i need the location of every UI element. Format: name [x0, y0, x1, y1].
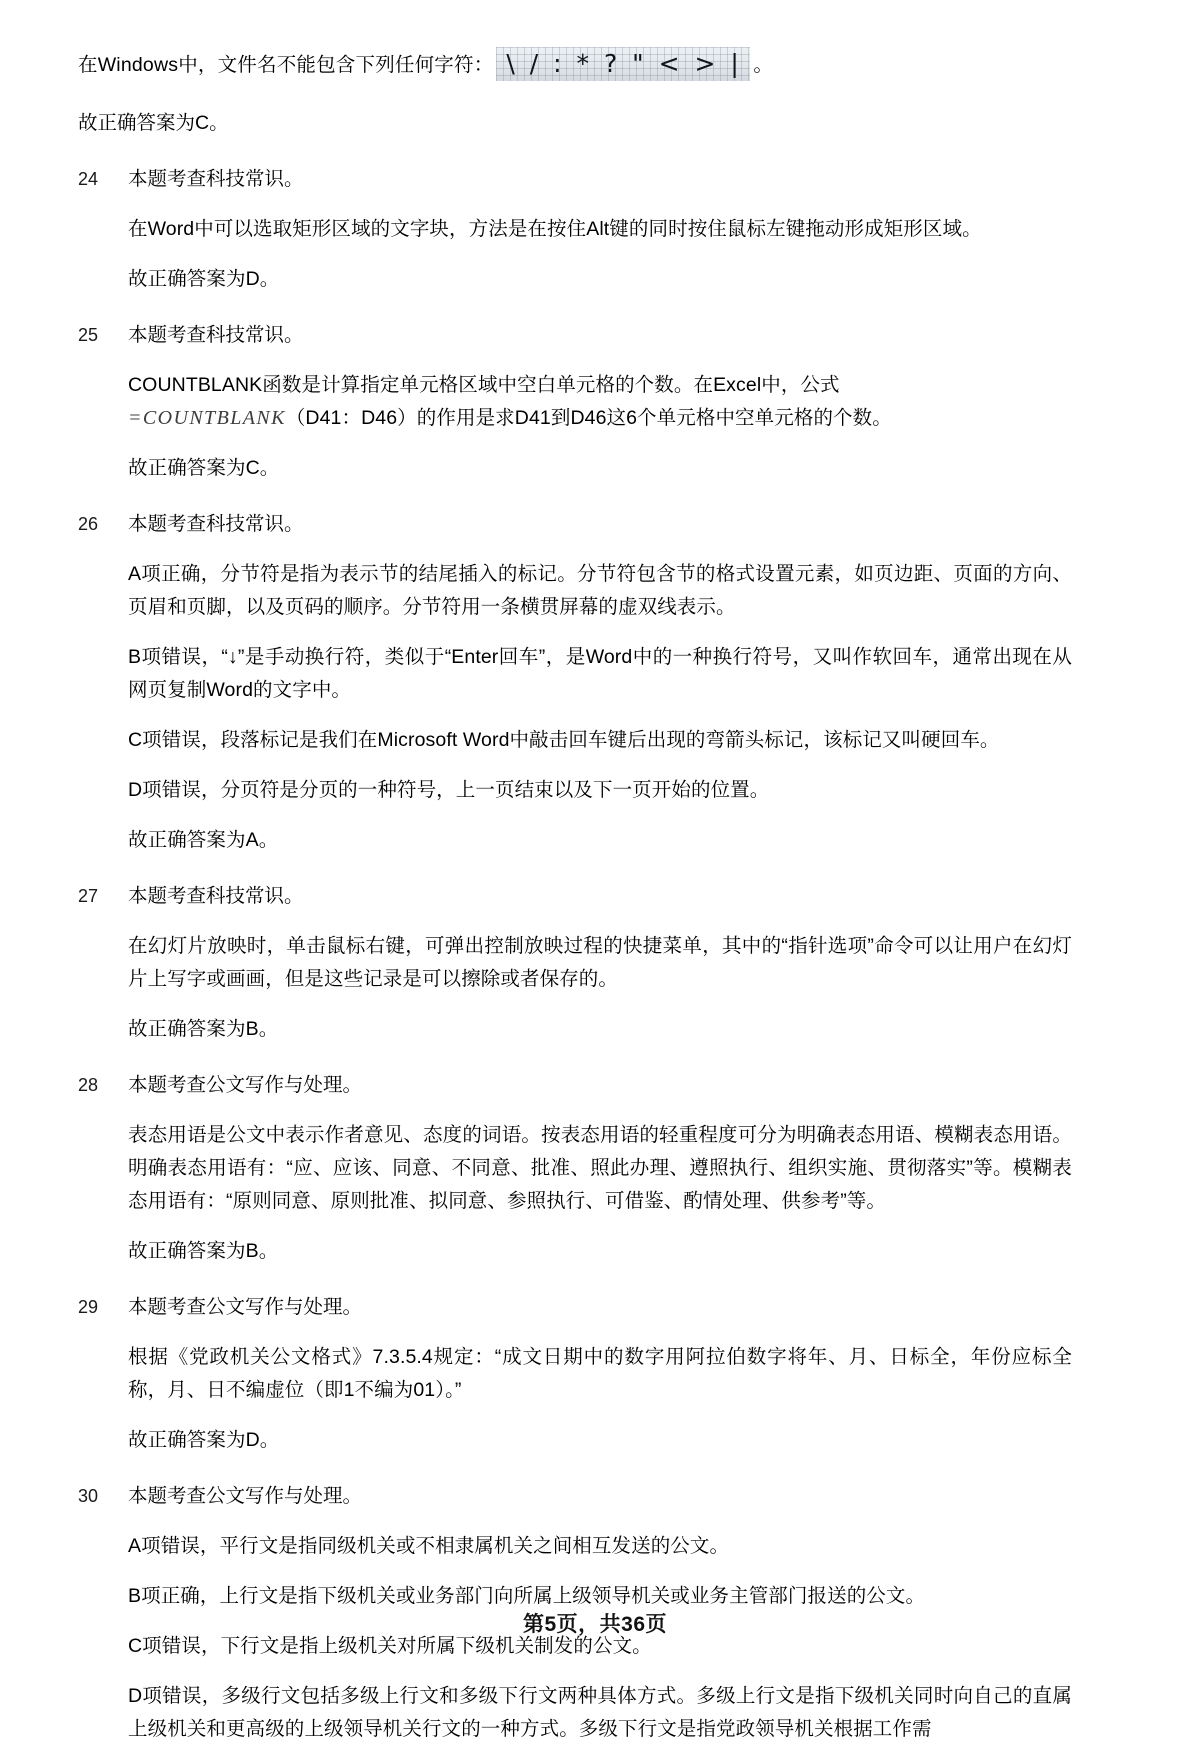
item-answer-line: 故正确答案为D。 — [128, 1429, 280, 1451]
intro-line — [78, 48, 1072, 82]
countblank-description: COUNTBLANK函数是计算指定单元格区域中空白单元格的个数。在Excel中，公式 — [128, 374, 840, 396]
item-paragraph: 在幻灯片放映时，单击鼠标右键，可弹出控制放映过程的快捷菜单，其中的“指针选项”命令可以让用户在幻灯片上写字或画画，但是这些记录是可以擦除或者保存的。 — [128, 935, 1072, 990]
item-paragraph: 根据《党政机关公文格式》7.3.5.4规定：“成文日期中的数字用阿拉伯数字将年、月、日标全，年份应标全称，月、日不编虚位（即1不编为01）。” — [128, 1346, 1072, 1401]
item-option-b: B项错误，“↓”是手动换行符，类似于“Enter回车”，是Word中的一种换行符号，又叫作软回车，通常出现在从网页复制Word的文字中。 — [128, 646, 1072, 701]
item-heading-row — [78, 1480, 1072, 1513]
item-number: 28 — [78, 1075, 99, 1095]
explanation-item — [78, 1291, 1072, 1457]
item-number: 27 — [78, 886, 99, 906]
page-footer: 第5页，共36页 — [522, 1613, 668, 1636]
countblank-range-description: （D41：D46）的作用是求D41到D46这6个单元格中空单元格的个数。 — [285, 407, 892, 429]
item-paragraph: 在Word中可以选取矩形区域的文字块，方法是在按住Alt键的同时按住鼠标左键拖动形成矩形区域。 — [128, 218, 982, 240]
item-option-b: B项正确，上行文是指下级机关或业务部门向所属上级领导机关或业务主管部门报送的公文。 — [128, 1585, 926, 1607]
item-heading-row — [78, 508, 1072, 541]
item-answer-line: 故正确答案为C。 — [128, 457, 280, 479]
item-number: 25 — [78, 325, 99, 345]
item-paragraph — [128, 369, 1072, 435]
item-answer-line: 故正确答案为D。 — [128, 268, 280, 290]
item-answer-line: 故正确答案为B。 — [128, 1240, 279, 1262]
item-option-a: A项正确，分节符是指为表示节的结尾插入的标记。分节符包含节的格式设置元素，如页边距、页面的方向、页眉和页脚，以及页码的顺序。分节符用一条横贯屏幕的虚双线表示。 — [128, 563, 1072, 618]
item-number: 29 — [78, 1297, 99, 1317]
item-heading-text: 本题考查科技常识。 — [128, 168, 304, 190]
intro-answer-line: 故正确答案为C。 — [78, 112, 229, 134]
item-heading-row — [78, 1069, 1072, 1102]
intro-trailing-punctuation: 。 — [753, 54, 774, 76]
explanation-item — [78, 1069, 1072, 1268]
item-heading-row — [78, 1291, 1072, 1324]
item-paragraph: 表态用语是公文中表示作者意见、态度的词语。按表态用语的轻重程度可分为明确表态用语、模糊表态用语。明确表态用语有：“应、应该、同意、不同意、批准、照此办理、遵照执行、组织实施、贯彻落实”等。模糊表态用语有：“原则同意、原则批准、拟同意、参照执行、可借鉴、酌情处理、供参考”等。 — [128, 1124, 1072, 1212]
item-heading-text: 本题考查公文写作与处理。 — [128, 1074, 363, 1096]
item-heading-row — [78, 880, 1072, 913]
item-heading-text: 本题考查公文写作与处理。 — [128, 1296, 363, 1318]
item-option-d: D项错误，分页符是分页的一种符号，上一页结束以及下一页开始的位置。 — [128, 779, 770, 801]
item-heading-text: 本题考查科技常识。 — [128, 885, 304, 907]
explanation-item — [78, 163, 1072, 296]
explanation-item — [78, 319, 1072, 485]
intro-lead-text: 在Windows中，文件名不能包含下列任何字符： — [78, 54, 494, 76]
item-number: 24 — [78, 169, 99, 189]
explanation-item — [78, 880, 1072, 1046]
countblank-formula: =COUNTBLANK — [128, 407, 286, 429]
item-option-c: C项错误，段落标记是我们在Microsoft Word中敲击回车键后出现的弯箭头标记，该标记又叫硬回车。 — [128, 729, 1000, 751]
explanation-item — [78, 508, 1072, 857]
item-answer-line: 故正确答案为A。 — [128, 829, 279, 851]
item-option-d: D项错误，多级行文包括多级上行文和多级下行文两种具体方式。多级上行文是指下级机关同时向自己的直属上级机关和更高级的上级领导机关行文的一种方式。多级下行文是指党政领导机关根据工作需 — [128, 1685, 1072, 1740]
item-answer-line: 故正确答案为B。 — [128, 1018, 279, 1040]
item-number: 26 — [78, 514, 99, 534]
forbidden-characters-image: \ / : * ? " < > | — [496, 47, 750, 81]
item-number: 30 — [78, 1486, 99, 1506]
item-option-a: A项错误，平行文是指同级机关或不相隶属机关之间相互发送的公文。 — [128, 1535, 730, 1557]
item-heading-text: 本题考查科技常识。 — [128, 324, 304, 346]
item-heading-text: 本题考查科技常识。 — [128, 513, 304, 535]
item-heading-row — [78, 319, 1072, 352]
item-option-c: C项错误，下行文是指上级机关对所属下级机关制发的公文。 — [128, 1635, 652, 1657]
item-heading-row — [78, 163, 1072, 196]
item-heading-text: 本题考查公文写作与处理。 — [128, 1485, 363, 1507]
